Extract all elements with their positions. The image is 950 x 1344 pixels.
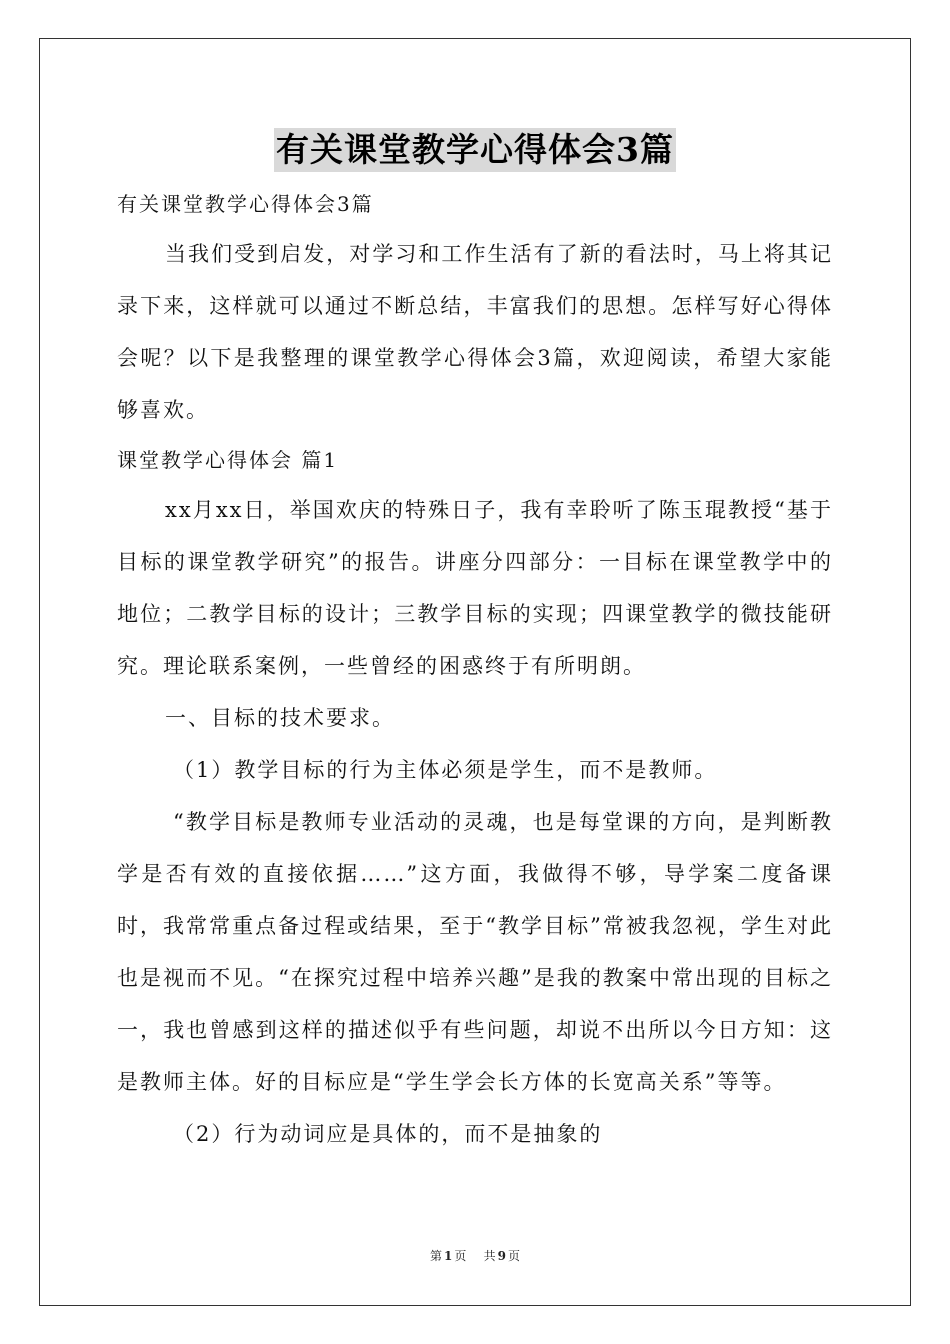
page-unit: 页 [454,1249,467,1263]
section-heading: 课堂教学心得体会 篇1 [117,448,339,472]
page-prefix: 第 [429,1249,442,1263]
document-title: 有关课堂教学心得体会3篇 [274,128,676,172]
page-total: 9 [497,1249,506,1263]
total-prefix: 共 [483,1249,496,1263]
document-body [117,180,833,1160]
intro-paragraph: 当我们受到启发，对学习和工作生活有了新的看法时，马上将其记录下来，这样就可以通过不断总结，丰富我们的思想。怎样写好心得体会呢？以下是我整理的课堂教学心得体会3篇，欢迎阅读，希望大家能够喜欢。 [117,242,833,422]
page-footer [0,1247,950,1264]
subtitle-line: 有关课堂教学心得体会3篇 [117,192,374,216]
body-paragraph: “教学目标是教师专业活动的灵魂，也是每堂课的方向，是判断教学是否有效的直接依据……”这方面，我做得不够，导学案二度备课时，我常常重点备过程或结果，至于“教学目标”常被我忽视，学生对此也是视而不见。“在探究过程中培养兴趣”是我的教案中常出现的目标之一，我也曾感到这样的描述似乎有些问题，却说不出所以今日方知：这是教师主体。好的目标应是“学生学会长方体的长宽高关系”等等。 [117,810,833,1094]
subheading: 一、目标的技术要求。 [165,706,395,730]
title-container [0,128,950,172]
body-paragraph: xx月xx日，举国欢庆的特殊日子，我有幸聆听了陈玉琨教授“基于目标的课堂教学研究”的报告。讲座分四部分：一目标在课堂教学中的地位；二教学目标的设计；三教学目标的实现；四课堂教学的微技能研究。理论联系案例，一些曾经的困惑终于有所明朗。 [117,498,833,678]
point-1: （1）教学目标的行为主体必须是学生，而不是教师。 [173,758,718,782]
page-current: 1 [443,1249,453,1263]
total-unit: 页 [508,1249,521,1263]
point-2: （2）行为动词应是具体的，而不是抽象的 [173,1122,603,1146]
